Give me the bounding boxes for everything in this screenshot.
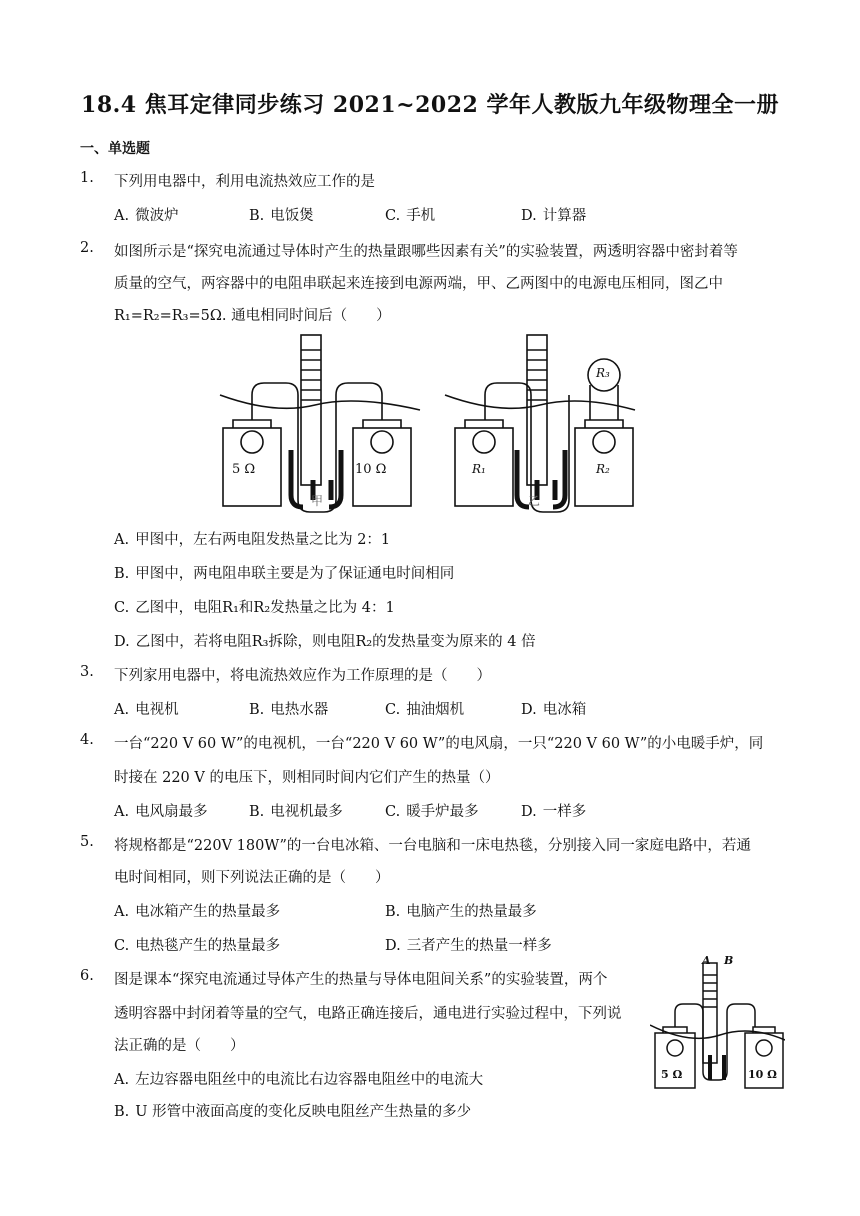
figure-label-r1: R₁	[472, 462, 486, 476]
option-text: 甲图中，两电阻串联主要是为了保证通电时间相同	[135, 566, 455, 582]
option-c[interactable]	[385, 204, 435, 225]
figure-label-10ohm: 10 Ω	[355, 462, 387, 477]
option-text: 电冰箱产生的热量最多	[135, 904, 281, 920]
question-text: 一台“220 V 60 W”的电视机，一台“220 V 60 W”的电风扇，一只“220 V 60 W”的小电暖手炉，同	[114, 736, 764, 752]
option-label: B.	[249, 804, 265, 820]
option-b[interactable]	[114, 1100, 471, 1121]
option-d[interactable]	[385, 934, 552, 955]
option-b[interactable]	[114, 562, 454, 583]
option-d[interactable]	[114, 630, 536, 651]
question-text: R₁=R₂=R₃=5Ω. 通电相同时间后（ ）	[114, 308, 391, 324]
option-label: D.	[521, 702, 537, 718]
option-label: C.	[385, 208, 401, 224]
option-text: 计算器	[542, 208, 587, 224]
question-number: 4.	[80, 732, 94, 748]
option-label: D.	[385, 938, 401, 954]
question-text: 如图所示是“探究电流通过导体时产生的热量跟哪些因素有关”的实验装置，两透明容器中密封着等	[114, 244, 738, 260]
option-label: A.	[114, 904, 130, 920]
option-text: 电脑产生的热量最多	[406, 904, 537, 920]
option-c[interactable]	[385, 800, 479, 821]
option-a[interactable]	[114, 800, 208, 821]
option-a[interactable]	[114, 900, 280, 921]
option-a[interactable]	[114, 528, 390, 549]
question-number: 2.	[80, 240, 94, 256]
option-label: A.	[114, 804, 130, 820]
option-text: 微波炉	[135, 208, 179, 224]
option-b[interactable]	[249, 800, 343, 821]
option-label: C.	[385, 804, 401, 820]
question-text: 下列用电器中，利用电流热效应工作的是	[114, 174, 375, 190]
option-label: B.	[114, 566, 130, 582]
question-text: 时接在 220 V 的电压下，则相同时间内它们产生的热量（）	[114, 770, 500, 786]
figure-label-10ohm: 10 Ω	[748, 1068, 777, 1081]
question-number: 3.	[80, 664, 94, 680]
figure-label-a: A	[702, 954, 711, 967]
option-label: A.	[114, 208, 130, 224]
option-text: 手机	[406, 208, 436, 224]
question-text: 将规格都是“220V 180W”的一台电冰箱、一台电脑和一床电热毯，分别接入同一家庭电路中，若通	[114, 838, 751, 854]
option-text: 一样多	[542, 804, 587, 820]
option-text: 左边容器电阻丝中的电流比右边容器电阻丝中的电流大	[135, 1072, 484, 1088]
question-number: 5.	[80, 834, 94, 850]
option-text: 抽油烟机	[406, 702, 465, 718]
option-text: 乙图中，若将电阻R₃拆除，则电阻R₂的发热量变为原来的 4 倍	[135, 634, 536, 650]
option-text: 电饭煲	[270, 208, 314, 224]
option-text: 电热毯产生的热量最多	[135, 938, 281, 954]
figure-label-5ohm: 5 Ω	[232, 462, 256, 477]
option-c[interactable]	[385, 698, 464, 719]
option-label: C.	[114, 938, 130, 954]
option-text: 乙图中，电阻R₁和R₂发热量之比为 4：1	[135, 600, 395, 616]
option-text: 电冰箱	[542, 702, 587, 718]
option-text: 暖手炉最多	[406, 804, 479, 820]
option-a[interactable]	[114, 204, 179, 225]
figure-label-r3: R₃	[596, 366, 610, 380]
option-a[interactable]	[114, 698, 179, 719]
figure-caption-jia: 甲	[311, 494, 324, 508]
question-text: 图是课本“探究电流通过导体产生的热量与导体电阻间关系”的实验装置，两个	[114, 972, 608, 988]
option-label: B.	[249, 702, 265, 718]
question-text: 质量的空气，两容器中的电阻串联起来连接到电源两端，甲、乙两图中的电源电压相同，图乙中	[114, 276, 723, 292]
option-label: B.	[249, 208, 265, 224]
option-label: A.	[114, 1072, 130, 1088]
question-text: 法正确的是（ ）	[114, 1038, 245, 1054]
page-title: 18.4 焦耳定律同步练习 2021~2022 学年人教版九年级物理全一册	[81, 92, 779, 118]
option-a[interactable]	[114, 1068, 483, 1089]
figure-label-b: B	[724, 954, 734, 967]
figure-caption-yi: 乙	[528, 494, 541, 508]
option-c[interactable]	[114, 596, 395, 617]
option-b[interactable]	[249, 698, 328, 719]
question-number: 1.	[80, 170, 94, 186]
option-label: D.	[521, 208, 537, 224]
question-text: 下列家用电器中，将电流热效应作为工作原理的是（ ）	[114, 668, 491, 684]
option-text: 电热水器	[270, 702, 329, 718]
option-label: C.	[385, 702, 401, 718]
option-label: A.	[114, 532, 130, 548]
figure-label-5ohm: 5 Ω	[661, 1068, 683, 1081]
option-d[interactable]	[521, 800, 586, 821]
option-label: A.	[114, 702, 130, 718]
option-text: 甲图中，左右两电阻发热量之比为 2：1	[135, 532, 391, 548]
option-b[interactable]	[249, 204, 314, 225]
option-d[interactable]	[521, 698, 586, 719]
question-text: 透明容器中封闭着等量的空气，电路正确连接后，通电进行实验过程中，下列说	[114, 1006, 622, 1022]
option-text: U 形管中液面高度的变化反映电阻丝产生热量的多少	[135, 1104, 472, 1120]
option-text: 电视机	[135, 702, 179, 718]
figure-label-r2: R₂	[596, 462, 610, 476]
option-text: 三者产生的热量一样多	[406, 938, 552, 954]
option-label: B.	[385, 904, 401, 920]
section-heading: 一、单选题	[80, 141, 150, 157]
option-d[interactable]	[521, 204, 586, 225]
option-label: D.	[521, 804, 537, 820]
option-b[interactable]	[385, 900, 537, 921]
experiment-figure-jia-yi	[215, 330, 640, 520]
option-text: 电视机最多	[270, 804, 343, 820]
option-c[interactable]	[114, 934, 280, 955]
question-number: 6.	[80, 968, 94, 984]
option-label: B.	[114, 1104, 130, 1120]
option-label: C.	[114, 600, 130, 616]
option-text: 电风扇最多	[135, 804, 208, 820]
option-label: D.	[114, 634, 130, 650]
question-text: 电时间相同，则下列说法正确的是（ ）	[114, 870, 390, 886]
